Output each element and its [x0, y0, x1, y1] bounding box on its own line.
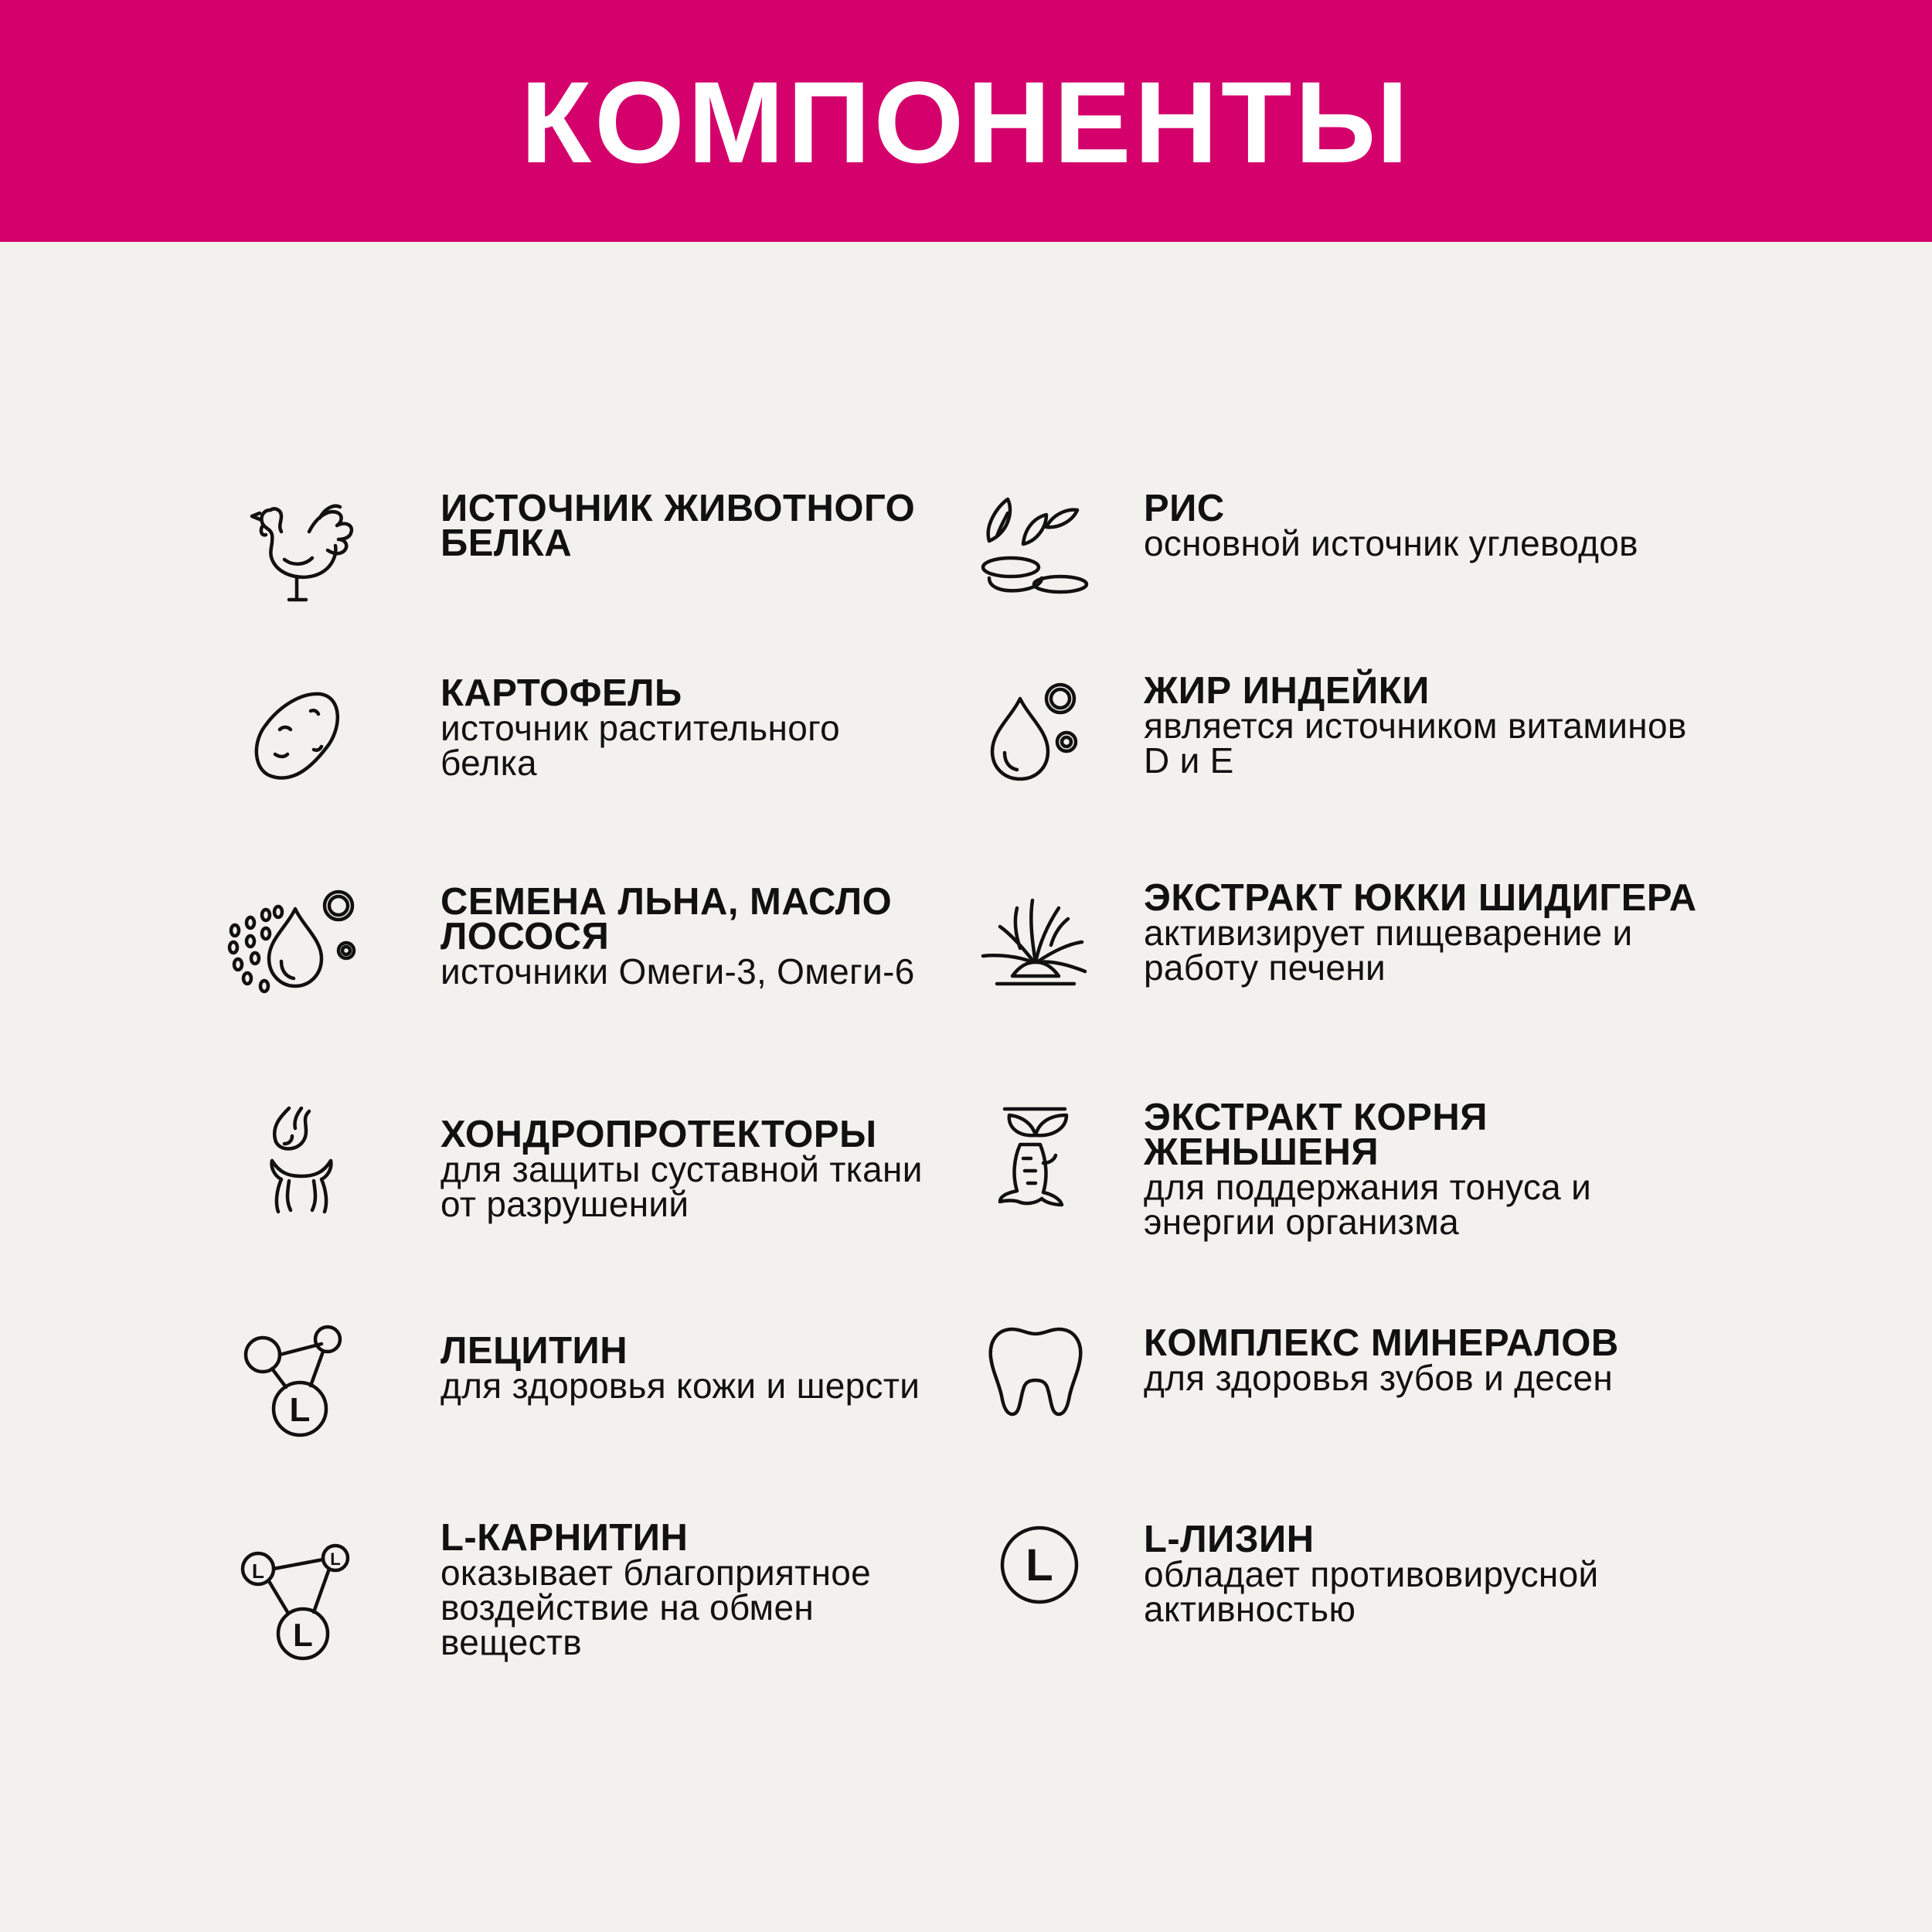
item-title: КОМПЛЕКС МИНЕРАЛОВ [1144, 1322, 1619, 1364]
item-title: КАРТОФЕЛЬ [440, 672, 682, 714]
header-banner [0, 0, 1932, 242]
joint-icon [240, 1097, 363, 1221]
item-title: L-ЛИЗИН [1144, 1519, 1315, 1560]
l-letter: L [330, 1549, 341, 1569]
item-desc: источник растительного белка [440, 708, 841, 783]
yucca-icon [974, 877, 1097, 1001]
item-desc: является источником витаминов D и E [1144, 706, 1687, 781]
item-potato [440, 672, 935, 783]
ginseng-icon [974, 1094, 1097, 1217]
item-lecithin [440, 1330, 935, 1406]
flax-oil-icon [232, 881, 355, 1005]
item-desc: обладает противовирусной активностью [1144, 1554, 1599, 1629]
item-desc: активизирует пищеварение и работу печени [1144, 913, 1633, 988]
item-title: СЕМЕНА ЛЬНА, МАСЛО ЛОСОСЯ [440, 881, 893, 957]
item-title: L-КАРНИТИН [440, 1517, 689, 1559]
item-yucca [1144, 877, 1700, 988]
molecule-l-icon [240, 1318, 363, 1441]
item-chondroprotectors [440, 1114, 935, 1224]
item-title: ЭКСТРАКТ КОРНЯ ЖЕНЬШЕНЯ [1144, 1097, 1488, 1173]
turkey-icon [240, 487, 363, 611]
item-turkey-fat [1144, 670, 1700, 781]
l-circle-icon [978, 1503, 1101, 1627]
item-desc: оказывает благоприятное воздействие на обмен веществ [440, 1553, 872, 1662]
item-title: ЛЕЦИТИН [440, 1330, 628, 1372]
item-title: ХОНДРОПРОТЕКТОРЫ [440, 1114, 877, 1155]
fat-drop-icon [974, 672, 1097, 796]
l-letter: L [289, 1391, 311, 1429]
item-desc: для здоровья зубов и десен [1144, 1358, 1614, 1398]
page-title: КОМПОНЕНТЫ [520, 57, 1412, 187]
item-desc: источники Омеги-3, Омеги-6 [440, 951, 915, 992]
l-letter: L [293, 1617, 313, 1653]
item-ginseng [1144, 1097, 1700, 1242]
item-desc: для поддержания тонуса и энергии организма [1144, 1167, 1592, 1242]
item-minerals [1144, 1322, 1700, 1398]
l-letter: L [1026, 1540, 1053, 1590]
item-title: ЖИР ИНДЕЙКИ [1144, 670, 1430, 712]
item-title: РИС [1144, 488, 1225, 529]
rice-icon [974, 487, 1097, 611]
molecule-lll-icon [232, 1538, 355, 1662]
item-desc: для здоровья кожи и шерсти [440, 1366, 920, 1406]
item-title: ИСТОЧНИК ЖИВОТНОГО БЕЛКА [440, 488, 916, 564]
l-letter: L [252, 1560, 264, 1583]
item-flax-salmon [440, 881, 935, 992]
item-l-carnitine [440, 1517, 935, 1662]
item-rice [1144, 488, 1700, 563]
item-title: ЭКСТРАКТ ЮККИ ШИДИГЕРА [1144, 877, 1697, 919]
item-desc: основной источник углеводов [1144, 523, 1638, 563]
potato-icon [240, 680, 363, 804]
item-l-lysine [1144, 1519, 1700, 1629]
item-desc: для защиты суставной ткани от разрушений [440, 1149, 923, 1224]
tooth-icon [974, 1306, 1097, 1430]
item-animal-protein [440, 488, 920, 564]
